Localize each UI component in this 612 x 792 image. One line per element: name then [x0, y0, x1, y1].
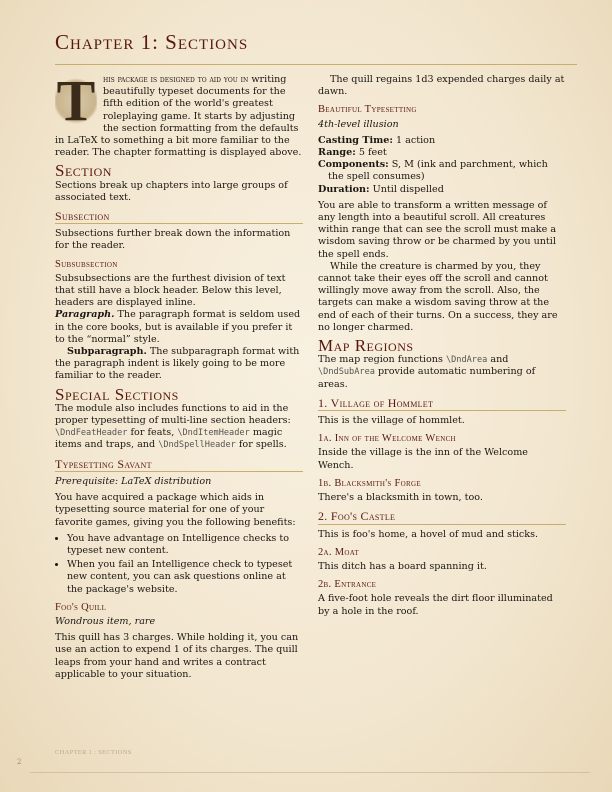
- right-column: [318, 74, 566, 622]
- left-column: [55, 68, 303, 685]
- special-sections-heading: Special Sections: [55, 384, 179, 404]
- intro-smallcaps: his package is designed to aid you in: [103, 75, 249, 85]
- code-feat-header: \DndFeatHeader: [55, 428, 128, 439]
- subarea-heading: 1a. Inn of the Welcome Wench: [318, 433, 456, 445]
- feat-heading: Typesetting Savant: [55, 458, 303, 472]
- map-regions-heading: Map Regions: [318, 336, 414, 356]
- area-heading: 2. Foo's Castle: [318, 510, 566, 524]
- feat-benefits-list: [55, 533, 303, 596]
- code-dnd-subarea: \DndSubArea: [318, 367, 375, 378]
- item-text-continued: The quill regains 1d3 expended charges daily at dawn.: [318, 74, 565, 98]
- footer-rule: [30, 772, 590, 773]
- subarea-text: There's a blacksmith in town, too.: [318, 492, 483, 504]
- subarea-heading: 1b. Blacksmith's Forge: [318, 477, 421, 489]
- intro-paragraph: [55, 68, 303, 159]
- subarea-heading: 2b. Entrance: [318, 579, 377, 591]
- intro-text: writing beautifully typeset documents for the fifth edition of the world's greatest roleplaying game. It starts by adjusting the section formatting from the defaults in LaTeX to something a bit more familiar to the reader. The chapter formatting is displayed above.: [55, 74, 302, 159]
- footer-chapter-label: CHAPTER 1 : SECTIONS: [55, 749, 132, 756]
- subsection-text: Subsections further break down the information for the reader.: [55, 228, 291, 252]
- spell-components: Components: S, M (ink and parchment, which the spell consumes): [318, 159, 548, 183]
- spell-level: 4th-level illusion: [318, 118, 399, 130]
- subparagraph-label: Subparagraph.: [67, 346, 147, 358]
- chapter-title: Chapter 1: Sections: [55, 30, 249, 54]
- spell-casting-time: Casting Time: 1 action: [318, 134, 436, 146]
- spell-description: You are able to transform a written message of any length into a beautiful scroll. All creatures within range that can see the scroll must make a wisdom saving throw or be charmed by you until the spell ends.: [318, 199, 557, 260]
- special-sections-text: The module also includes functions to aid in the proper typesetting of multi-line section headers: \DndFeatHeader for feats, \DndItemHeader magic items and traps, and \DndSpellHeader for spells.: [55, 402, 291, 451]
- area-text: This is the village of hommlet.: [318, 415, 465, 427]
- list-item: • When you fail an Intelligence check to typeset new content, you can ask questions online at the package's website.: [67, 559, 303, 596]
- subarea-text: A five-foot hole reveals the dirt floor illuminated by a hole in the roof.: [318, 593, 553, 617]
- subarea-heading: 2a. Moat: [318, 546, 359, 558]
- subarea-text: Inside the village is the inn of the Welcome Wench.: [318, 447, 528, 471]
- code-item-header: \DndItemHeader: [177, 428, 250, 439]
- subsubsection-heading: Subsubsection: [55, 258, 118, 270]
- spell-duration: Duration: Until dispelled: [318, 183, 444, 195]
- map-regions-text: The map region functions \DndArea and \DndSubArea provide automatic numbering of areas.: [318, 354, 536, 390]
- page-number: 2: [17, 758, 22, 766]
- list-item: • You have advantage on Intelligence checks to typeset new content.: [67, 533, 303, 557]
- spell-heading: Beautiful Typesetting: [318, 104, 417, 116]
- section-text: Sections break up chapters into large groups of associated text.: [55, 179, 288, 203]
- paragraph-label: Paragraph.: [55, 309, 115, 321]
- code-dnd-area: \DndArea: [445, 355, 488, 366]
- code-spell-header: \DndSpellHeader: [158, 440, 236, 451]
- item-heading: Foo's Quill: [55, 601, 107, 613]
- dropcap-letter: T: [56, 68, 96, 133]
- area-heading: 1. Village of Hommlet: [318, 397, 566, 411]
- item-rarity: Wondrous item, rare: [55, 615, 156, 627]
- subsection-heading: Subsection: [55, 210, 303, 224]
- feat-text: You have acquired a package which aids in typesetting source material for one of your favorite games, giving you the following benefits:: [55, 492, 296, 528]
- section-heading: Section: [55, 161, 112, 181]
- subsubsection-text: Subsubsections are the furthest division of text that still have a block header. Below this level, headers are displayed inline.: [55, 272, 286, 309]
- chapter-rule: [55, 64, 577, 65]
- spell-description-2: While the creature is charmed by you, they cannot take their eyes off the scroll and cannot willingly move away from the scroll. Also, the targets can make a wisdom saving throw at the end of each of their turns. On a success, they are no longer charmed.: [318, 260, 558, 333]
- spell-range: Range: 5 feet: [318, 147, 387, 159]
- area-text: This is foo's home, a hovel of mud and sticks.: [318, 528, 539, 540]
- paragraph-text: The paragraph format is seldom used in the core books, but is available if you prefer it to the “normal” style.: [55, 309, 301, 345]
- subarea-text: This ditch has a board spanning it.: [318, 560, 487, 572]
- feat-prerequisite: Prerequisite: LaTeX distribution: [55, 475, 212, 487]
- item-text: This quill has 3 charges. While holding it, you can use an action to expend 1 of its charges. The quill leaps from your hand and writes a contract applicable to your situation.: [55, 632, 299, 680]
- subparagraph-text: The subparagraph format with the paragraph indent is likely going to be more familiar to the reader.: [55, 346, 300, 382]
